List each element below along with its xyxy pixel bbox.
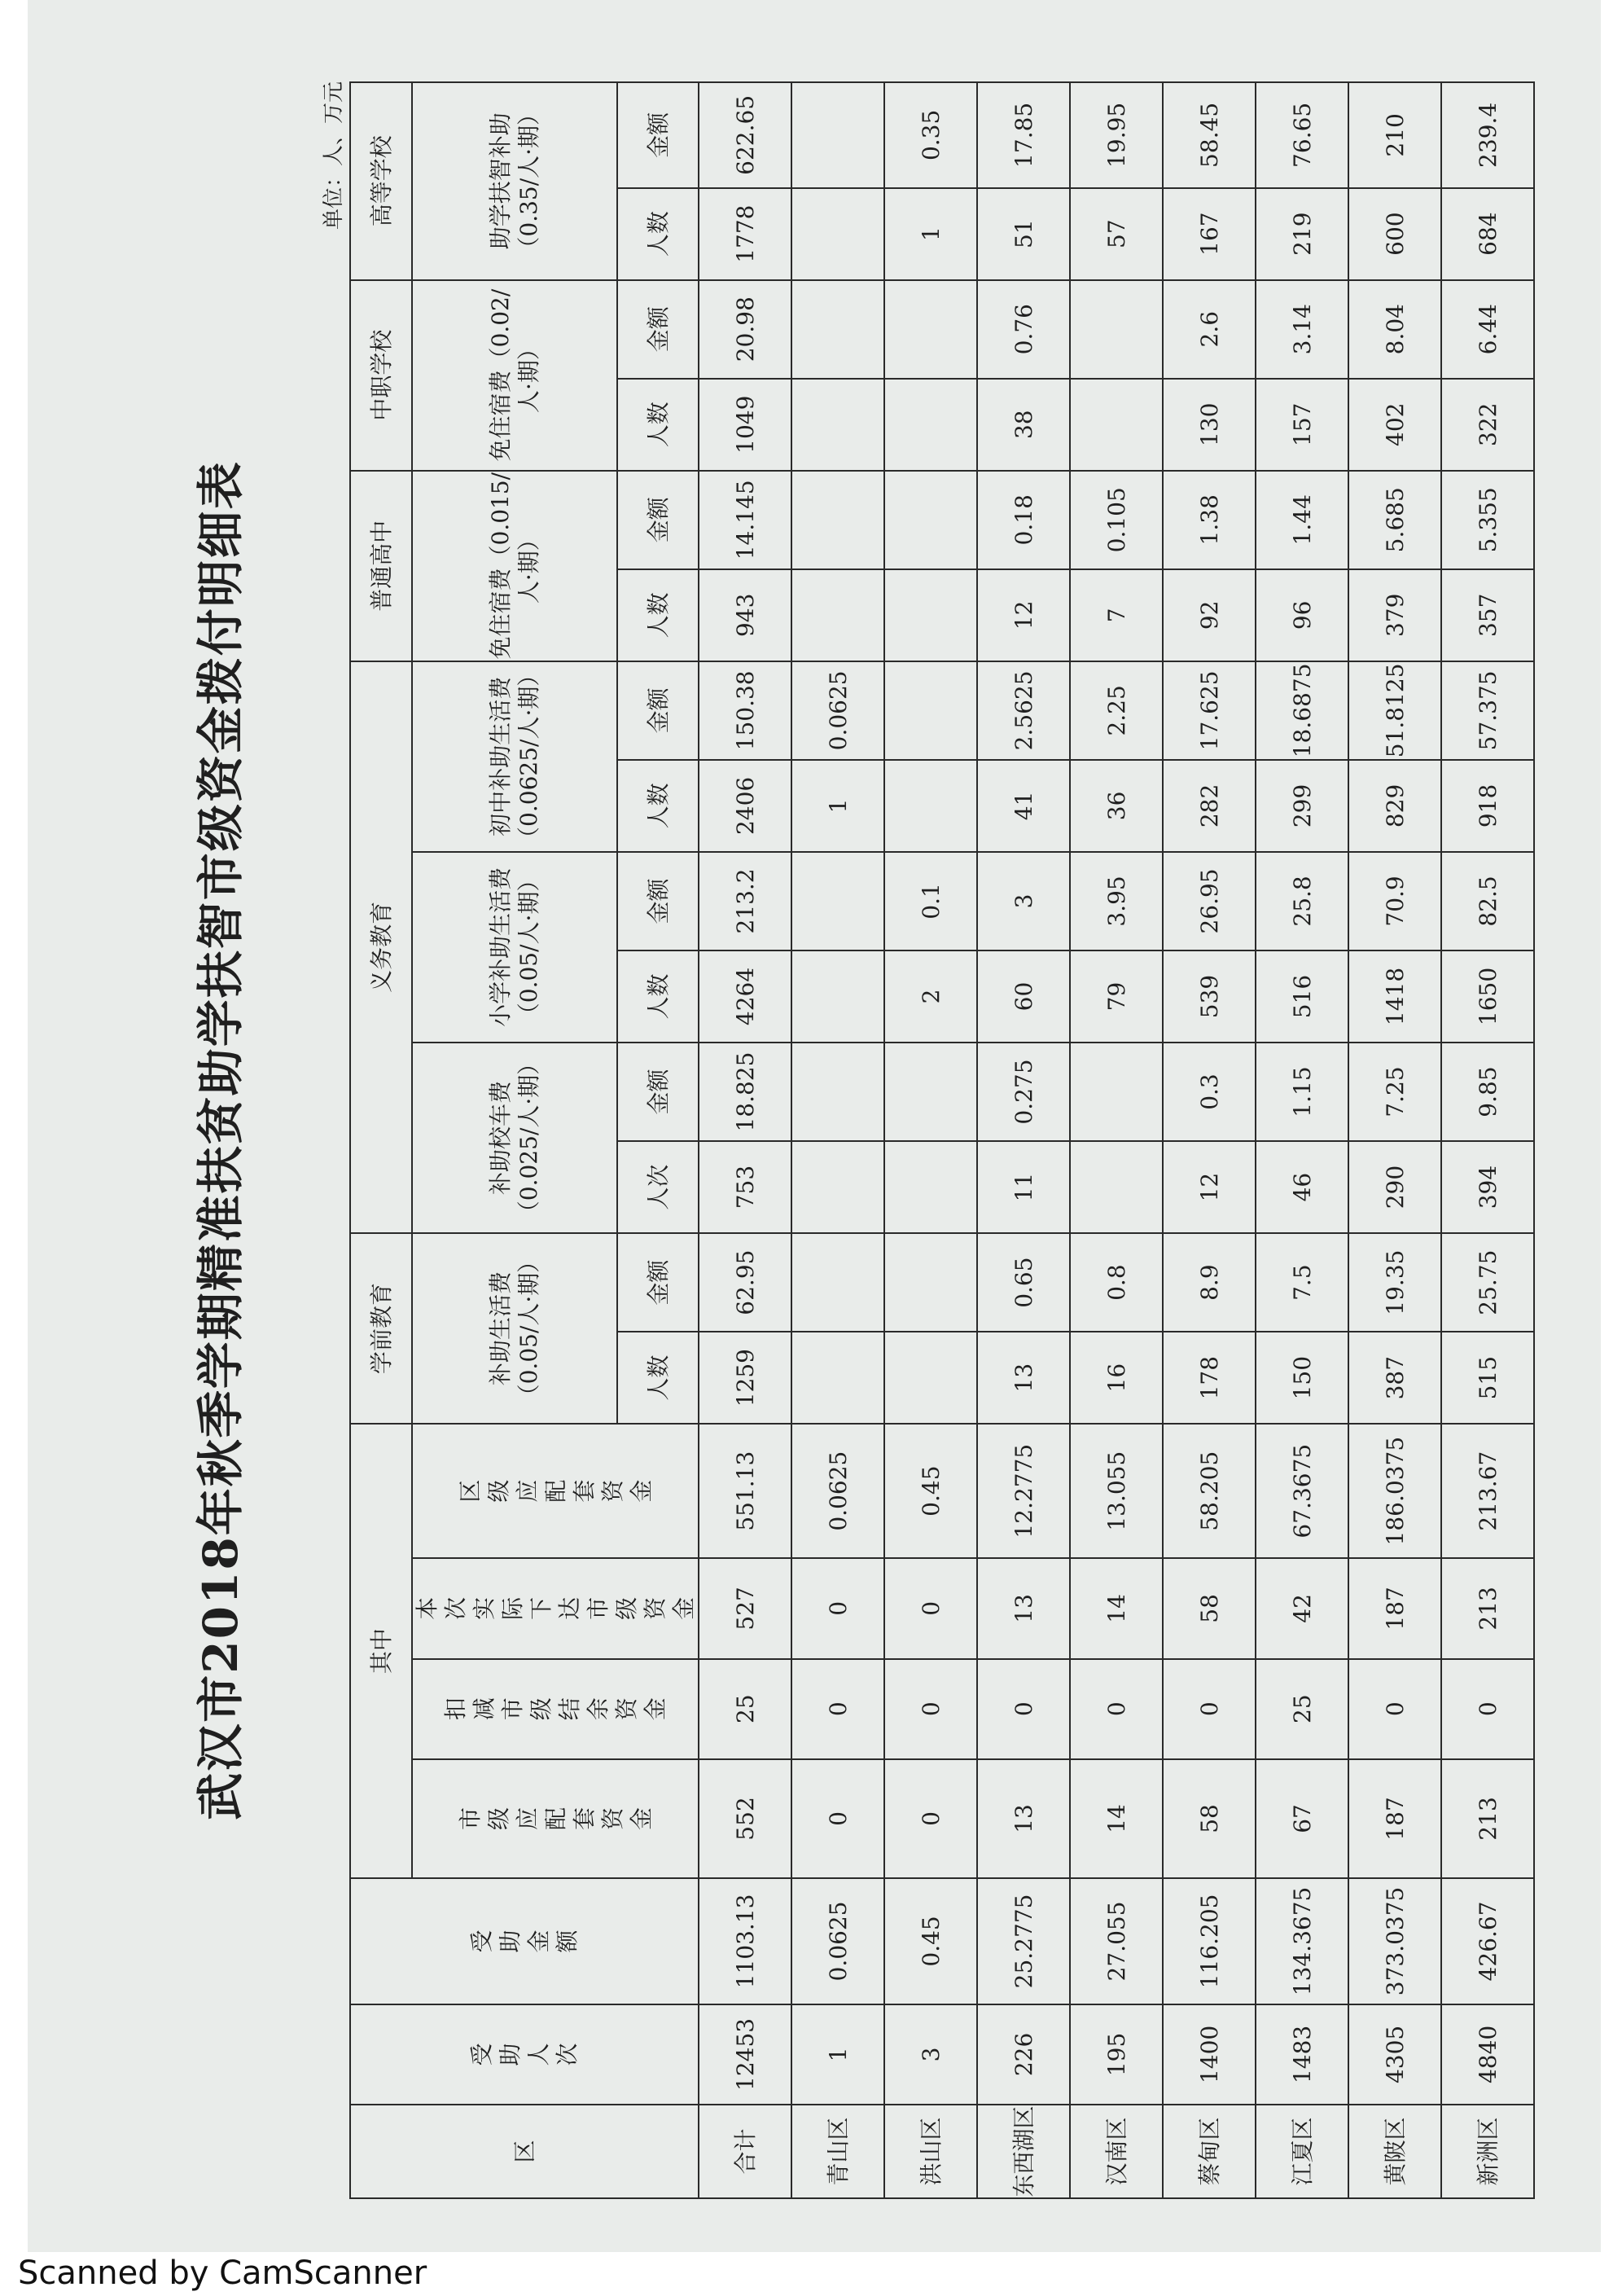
value-cell: 12.2775: [977, 1424, 1070, 1558]
value-cell: 67: [1256, 1759, 1348, 1878]
value-cell: 11: [977, 1141, 1070, 1233]
value-cell: 918: [1441, 760, 1534, 852]
value-cell: 186.0375: [1348, 1424, 1441, 1558]
table-row: [1163, 82, 1256, 2198]
header-pre-living: 补助生活费（0.05/人·期）: [412, 1233, 617, 1424]
value-cell: [791, 379, 884, 471]
header-hs-lodging: 免住宿费（0.015/人·期）: [412, 471, 617, 661]
value-cell: 357: [1441, 569, 1534, 661]
value-cell: 57: [1070, 188, 1163, 280]
value-cell: 13: [977, 1558, 1070, 1658]
header-people: 人数: [617, 569, 699, 661]
value-cell: 167: [1163, 188, 1256, 280]
value-cell: [1070, 379, 1163, 471]
header-people: 人数: [617, 950, 699, 1043]
header-of-which: 其中: [350, 1424, 412, 1878]
header-people: 人数: [617, 379, 699, 471]
value-cell: 0: [884, 1659, 977, 1759]
value-cell: [791, 188, 884, 280]
header-visits: 人次: [617, 1141, 699, 1233]
value-cell: 0: [1070, 1659, 1163, 1759]
value-cell: 5.685: [1348, 471, 1441, 569]
district-name-cell: 新洲区: [1441, 2105, 1534, 2198]
value-cell: 134.3675: [1256, 1878, 1348, 2004]
value-cell: 2406: [699, 760, 791, 852]
table-row: [884, 82, 977, 2198]
value-cell: 82.5: [1441, 852, 1534, 950]
value-cell: 0.0625: [791, 661, 884, 760]
table-row: [699, 82, 791, 2198]
scanner-watermark: Scanned by CamScanner: [18, 2254, 427, 2292]
value-cell: 829: [1348, 760, 1441, 852]
value-cell: 1: [791, 2004, 884, 2105]
value-cell: 96: [1256, 569, 1348, 661]
value-cell: 58.45: [1163, 82, 1256, 188]
value-cell: 18.6875: [1256, 661, 1348, 760]
header-bus: 补助校车费（0.025/人·期）: [412, 1043, 617, 1233]
value-cell: 187: [1348, 1759, 1441, 1878]
value-cell: 2: [884, 950, 977, 1043]
value-cell: 0.0625: [791, 1424, 884, 1558]
header-district-match: 区级应配套资金: [412, 1424, 699, 1558]
value-cell: 0: [1441, 1659, 1534, 1759]
value-cell: 753: [699, 1141, 791, 1233]
header-voc-lodging: 免住宿费（0.02/人·期）: [412, 280, 617, 471]
district-name-cell: 汉南区: [1070, 2105, 1163, 2198]
value-cell: [1070, 280, 1163, 379]
value-cell: 213: [1441, 1759, 1534, 1878]
value-cell: 1: [791, 760, 884, 852]
value-cell: 0.35: [884, 82, 977, 188]
value-cell: 130: [1163, 379, 1256, 471]
header-deduct: 扣减市级结余资金: [412, 1659, 699, 1759]
value-cell: 0.76: [977, 280, 1070, 379]
value-cell: 13.055: [1070, 1424, 1163, 1558]
value-cell: 0.275: [977, 1043, 1070, 1141]
value-cell: 8.9: [1163, 1233, 1256, 1332]
value-cell: 1103.13: [699, 1878, 791, 2004]
value-cell: 0.18: [977, 471, 1070, 569]
header-money: 金额: [617, 471, 699, 569]
document-title: 武汉市2018年秋季学期精准扶贫助学扶智市级资金拨付明细表: [193, 460, 248, 1820]
header-vocational: 中职学校: [350, 280, 412, 471]
value-cell: 58: [1163, 1759, 1256, 1878]
value-cell: 0: [884, 1558, 977, 1658]
value-cell: 25.75: [1441, 1233, 1534, 1332]
value-cell: 1400: [1163, 2004, 1256, 2105]
district-name-cell: 合计: [699, 2105, 791, 2198]
value-cell: 0: [791, 1659, 884, 1759]
value-cell: 539: [1163, 950, 1256, 1043]
value-cell: 2.6: [1163, 280, 1256, 379]
value-cell: 13: [977, 1759, 1070, 1878]
value-cell: 213: [1441, 1558, 1534, 1658]
value-cell: 552: [699, 1759, 791, 1878]
scanned-page: [28, 0, 1601, 2252]
header-money: 金额: [617, 82, 699, 188]
value-cell: 1778: [699, 188, 791, 280]
value-cell: 226: [977, 2004, 1070, 2105]
value-cell: [791, 1233, 884, 1332]
header-city-match: 市级应配套资金: [412, 1759, 699, 1878]
value-cell: 12: [1163, 1141, 1256, 1233]
value-cell: 14.145: [699, 471, 791, 569]
value-cell: 1.15: [1256, 1043, 1348, 1141]
value-cell: 600: [1348, 188, 1441, 280]
header-college-aid: 助学扶智补助（0.35/人·期）: [412, 82, 617, 280]
value-cell: 1259: [699, 1332, 791, 1424]
value-cell: 25: [1256, 1659, 1348, 1759]
value-cell: 0: [791, 1558, 884, 1658]
value-cell: 12: [977, 569, 1070, 661]
value-cell: 187: [1348, 1558, 1441, 1658]
header-preschool: 学前教育: [350, 1233, 412, 1424]
value-cell: 373.0375: [1348, 1878, 1441, 2004]
value-cell: 1049: [699, 379, 791, 471]
value-cell: 210: [1348, 82, 1441, 188]
value-cell: 79: [1070, 950, 1163, 1043]
header-primary-living: 小学补助生活费（0.05/人·期）: [412, 852, 617, 1043]
value-cell: 25: [699, 1659, 791, 1759]
header-actual: 本次实际下达市级资金: [412, 1558, 699, 1658]
value-cell: 551.13: [699, 1424, 791, 1558]
value-cell: 60: [977, 950, 1070, 1043]
value-cell: [1070, 1141, 1163, 1233]
value-cell: [791, 280, 884, 379]
district-name-cell: 洪山区: [884, 2105, 977, 2198]
value-cell: 0.3: [1163, 1043, 1256, 1141]
value-cell: 14: [1070, 1759, 1163, 1878]
value-cell: 7.5: [1256, 1233, 1348, 1332]
value-cell: 3.95: [1070, 852, 1163, 950]
value-cell: 62.95: [699, 1233, 791, 1332]
value-cell: 25.2775: [977, 1878, 1070, 2004]
header-money: 金额: [617, 280, 699, 379]
header-people: 人数: [617, 760, 699, 852]
value-cell: 42: [1256, 1558, 1348, 1658]
value-cell: 0.1: [884, 852, 977, 950]
value-cell: [1070, 1043, 1163, 1141]
value-cell: 46: [1256, 1141, 1348, 1233]
value-cell: 426.67: [1441, 1878, 1534, 2004]
value-cell: 150: [1256, 1332, 1348, 1424]
value-cell: 9.85: [1441, 1043, 1534, 1141]
value-cell: 70.9: [1348, 852, 1441, 950]
value-cell: [884, 1233, 977, 1332]
value-cell: [884, 760, 977, 852]
value-cell: 0.45: [884, 1878, 977, 2004]
value-cell: [791, 82, 884, 188]
value-cell: [791, 1043, 884, 1141]
value-cell: 0: [884, 1759, 977, 1878]
table-row: [1348, 82, 1441, 2198]
value-cell: [791, 852, 884, 950]
value-cell: 1.38: [1163, 471, 1256, 569]
table-row: [1070, 82, 1163, 2198]
header-money: 金额: [617, 852, 699, 950]
district-name-cell: 青山区: [791, 2105, 884, 2198]
value-cell: 516: [1256, 950, 1348, 1043]
value-cell: 3: [977, 852, 1070, 950]
value-cell: 4305: [1348, 2004, 1441, 2105]
table-row: [977, 82, 1070, 2198]
value-cell: 1418: [1348, 950, 1441, 1043]
value-cell: 0.0625: [791, 1878, 884, 2004]
value-cell: [884, 1043, 977, 1141]
value-cell: 195: [1070, 2004, 1163, 2105]
value-cell: 178: [1163, 1332, 1256, 1424]
header-recipients: 受助人次: [350, 2004, 699, 2105]
header-people: 人数: [617, 1332, 699, 1424]
allocation-table: [349, 81, 1535, 2199]
value-cell: 13: [977, 1332, 1070, 1424]
header-money: 金额: [617, 1043, 699, 1141]
value-cell: 1483: [1256, 2004, 1348, 2105]
value-cell: 219: [1256, 188, 1348, 280]
value-cell: 290: [1348, 1141, 1441, 1233]
value-cell: 51: [977, 188, 1070, 280]
value-cell: 322: [1441, 379, 1534, 471]
header-highschool: 普通高中: [350, 471, 412, 661]
value-cell: 7: [1070, 569, 1163, 661]
header-junior-living: 初中补助生活费（0.0625/人·期）: [412, 661, 617, 852]
value-cell: 17.85: [977, 82, 1070, 188]
value-cell: 2.25: [1070, 661, 1163, 760]
value-cell: [884, 379, 977, 471]
value-cell: [884, 569, 977, 661]
value-cell: 51.8125: [1348, 661, 1441, 760]
value-cell: [884, 1332, 977, 1424]
value-cell: 57.375: [1441, 661, 1534, 760]
header-compulsory: 义务教育: [350, 661, 412, 1233]
unit-note: 单位：人、万元: [322, 81, 346, 230]
value-cell: 1: [884, 188, 977, 280]
value-cell: 7.25: [1348, 1043, 1441, 1141]
district-name-cell: 黄陂区: [1348, 2105, 1441, 2198]
value-cell: 527: [699, 1558, 791, 1658]
value-cell: 27.055: [1070, 1878, 1163, 2004]
value-cell: 2.5625: [977, 661, 1070, 760]
value-cell: 150.38: [699, 661, 791, 760]
value-cell: 684: [1441, 188, 1534, 280]
district-name-cell: 蔡甸区: [1163, 2105, 1256, 2198]
value-cell: 6.44: [1441, 280, 1534, 379]
value-cell: 58.205: [1163, 1424, 1256, 1558]
value-cell: 0.8: [1070, 1233, 1163, 1332]
value-cell: [884, 471, 977, 569]
value-cell: 4840: [1441, 2004, 1534, 2105]
value-cell: 20.98: [699, 280, 791, 379]
value-cell: [791, 1141, 884, 1233]
value-cell: 12453: [699, 2004, 791, 2105]
value-cell: 26.95: [1163, 852, 1256, 950]
header-money: 金额: [617, 661, 699, 760]
table-body: [699, 82, 1534, 2198]
value-cell: 0.65: [977, 1233, 1070, 1332]
value-cell: [884, 280, 977, 379]
value-cell: 5.355: [1441, 471, 1534, 569]
value-cell: 3.14: [1256, 280, 1348, 379]
value-cell: 622.65: [699, 82, 791, 188]
value-cell: 19.95: [1070, 82, 1163, 188]
district-name-cell: 江夏区: [1256, 2105, 1348, 2198]
value-cell: 38: [977, 379, 1070, 471]
value-cell: 239.4: [1441, 82, 1534, 188]
value-cell: 0: [977, 1659, 1070, 1759]
value-cell: 402: [1348, 379, 1441, 471]
value-cell: [791, 950, 884, 1043]
value-cell: 67.3675: [1256, 1424, 1348, 1558]
value-cell: [791, 569, 884, 661]
value-cell: 16: [1070, 1332, 1163, 1424]
header-district: 区: [350, 2105, 699, 2198]
value-cell: 213.67: [1441, 1424, 1534, 1558]
value-cell: [884, 661, 977, 760]
value-cell: 92: [1163, 569, 1256, 661]
value-cell: 394: [1441, 1141, 1534, 1233]
header-amount: 受助金额: [350, 1878, 699, 2004]
value-cell: 41: [977, 760, 1070, 852]
rotated-document: [60, 49, 1550, 2232]
table-row: [1441, 82, 1534, 2198]
value-cell: 18.825: [699, 1043, 791, 1141]
value-cell: 515: [1441, 1332, 1534, 1424]
table-row: [791, 82, 884, 2198]
value-cell: 0.45: [884, 1424, 977, 1558]
value-cell: 943: [699, 569, 791, 661]
value-cell: 0: [1348, 1659, 1441, 1759]
value-cell: 213.2: [699, 852, 791, 950]
table-row: [1256, 82, 1348, 2198]
district-name-cell: 东西湖区: [977, 2105, 1070, 2198]
value-cell: [791, 1332, 884, 1424]
value-cell: 299: [1256, 760, 1348, 852]
value-cell: 0: [1163, 1659, 1256, 1759]
value-cell: 8.04: [1348, 280, 1441, 379]
value-cell: 157: [1256, 379, 1348, 471]
value-cell: 0: [791, 1759, 884, 1878]
header-college: 高等学校: [350, 82, 412, 280]
value-cell: 0.105: [1070, 471, 1163, 569]
header-people: 人数: [617, 188, 699, 280]
value-cell: 282: [1163, 760, 1256, 852]
value-cell: 17.625: [1163, 661, 1256, 760]
header-money: 金额: [617, 1233, 699, 1332]
value-cell: [884, 1141, 977, 1233]
value-cell: 1.44: [1256, 471, 1348, 569]
value-cell: 3: [884, 2004, 977, 2105]
value-cell: 14: [1070, 1558, 1163, 1658]
value-cell: 58: [1163, 1558, 1256, 1658]
value-cell: 379: [1348, 569, 1441, 661]
value-cell: 116.205: [1163, 1878, 1256, 2004]
value-cell: 1650: [1441, 950, 1534, 1043]
value-cell: 387: [1348, 1332, 1441, 1424]
value-cell: 19.35: [1348, 1233, 1441, 1332]
value-cell: 25.8: [1256, 852, 1348, 950]
value-cell: 76.65: [1256, 82, 1348, 188]
value-cell: 36: [1070, 760, 1163, 852]
value-cell: 4264: [699, 950, 791, 1043]
value-cell: [791, 471, 884, 569]
